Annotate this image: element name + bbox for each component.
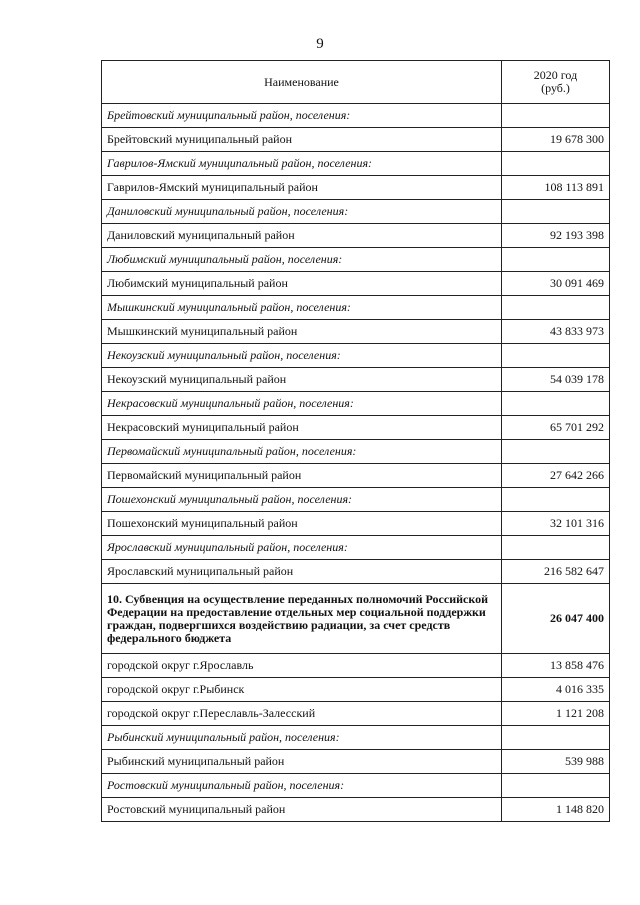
group-heading-row [102, 104, 610, 128]
row-amount-cell [502, 104, 610, 128]
row-amount-cell: 108 113 891 [502, 176, 610, 200]
row-amount-cell [502, 488, 610, 512]
row-amount-cell: 4 016 335 [502, 678, 610, 702]
row-name-cell: городской округ г.Ярославль [102, 654, 502, 678]
table-row [102, 678, 610, 702]
row-name-cell: Ярославский муниципальный район [102, 560, 502, 584]
table-header-row [102, 61, 610, 104]
group-heading-cell: Некоузский муниципальный район, поселения: [102, 344, 502, 368]
group-heading-row [102, 726, 610, 750]
group-heading-cell: Некрасовский муниципальный район, поселения: [102, 392, 502, 416]
section-row [102, 584, 610, 654]
row-name-cell: Пошехонский муниципальный район [102, 512, 502, 536]
table-body [102, 104, 610, 822]
group-heading-cell: Ростовский муниципальный район, поселения: [102, 774, 502, 798]
table-row [102, 320, 610, 344]
row-name-cell: Первомайский муниципальный район [102, 464, 502, 488]
row-name-cell: Некоузский муниципальный район [102, 368, 502, 392]
column-header-name: Наименование [102, 61, 502, 104]
group-heading-cell: Мышкинский муниципальный район, поселения: [102, 296, 502, 320]
table-row [102, 128, 610, 152]
row-amount-cell: 30 091 469 [502, 272, 610, 296]
row-amount-cell [502, 200, 610, 224]
row-name-cell: городской округ г.Рыбинск [102, 678, 502, 702]
group-heading-cell: Первомайский муниципальный район, поселения: [102, 440, 502, 464]
row-name-cell: Любимский муниципальный район [102, 272, 502, 296]
group-heading-row [102, 536, 610, 560]
table-row [102, 654, 610, 678]
row-amount-cell: 65 701 292 [502, 416, 610, 440]
group-heading-row [102, 200, 610, 224]
row-amount-cell: 1 121 208 [502, 702, 610, 726]
row-amount-cell: 216 582 647 [502, 560, 610, 584]
row-amount-cell: 54 039 178 [502, 368, 610, 392]
row-name-cell: Мышкинский муниципальный район [102, 320, 502, 344]
table-row [102, 798, 610, 822]
row-name-cell: Брейтовский муниципальный район [102, 128, 502, 152]
group-heading-row [102, 296, 610, 320]
row-amount-cell: 32 101 316 [502, 512, 610, 536]
group-heading-cell: Гаврилов-Ямский муниципальный район, поселения: [102, 152, 502, 176]
table-row [102, 560, 610, 584]
group-heading-cell: Ярославский муниципальный район, поселения: [102, 536, 502, 560]
page-number: 9 [316, 36, 324, 52]
group-heading-cell: Брейтовский муниципальный район, поселения: [102, 104, 502, 128]
row-name-cell: 10. Субвенция на осуществление переданных полномочий Российской Федерации на предоставление отдельных мер социальной поддержки граждан, подвергшихся воздействию радиации, за счет средств федерального бюджета [102, 584, 502, 654]
row-amount-cell: 26 047 400 [502, 584, 610, 654]
column-header-year: 2020 год [533, 68, 578, 82]
column-header-amount [502, 61, 610, 104]
row-amount-cell [502, 344, 610, 368]
table-row [102, 272, 610, 296]
row-amount-cell [502, 536, 610, 560]
group-heading-cell: Рыбинский муниципальный район, поселения: [102, 726, 502, 750]
group-heading-row [102, 248, 610, 272]
row-name-cell: Даниловский муниципальный район [102, 224, 502, 248]
group-heading-cell: Пошехонский муниципальный район, поселения: [102, 488, 502, 512]
row-name-cell: Ростовский муниципальный район [102, 798, 502, 822]
row-amount-cell [502, 726, 610, 750]
table-row [102, 512, 610, 536]
table-row [102, 368, 610, 392]
row-amount-cell: 27 642 266 [502, 464, 610, 488]
row-amount-cell: 539 988 [502, 750, 610, 774]
row-amount-cell [502, 248, 610, 272]
table-row [102, 224, 610, 248]
row-name-cell: Рыбинский муниципальный район [102, 750, 502, 774]
row-amount-cell: 43 833 973 [502, 320, 610, 344]
group-heading-row [102, 488, 610, 512]
row-amount-cell: 92 193 398 [502, 224, 610, 248]
row-amount-cell [502, 440, 610, 464]
table-row [102, 750, 610, 774]
row-name-cell: городской округ г.Переславль-Залесский [102, 702, 502, 726]
row-amount-cell [502, 392, 610, 416]
row-name-cell: Некрасовский муниципальный район [102, 416, 502, 440]
column-header-unit: (руб.) [541, 81, 570, 95]
row-amount-cell: 1 148 820 [502, 798, 610, 822]
table-row [102, 702, 610, 726]
row-amount-cell [502, 774, 610, 798]
row-name-cell: Гаврилов-Ямский муниципальный район [102, 176, 502, 200]
row-amount-cell [502, 152, 610, 176]
group-heading-cell: Любимский муниципальный район, поселения: [102, 248, 502, 272]
row-amount-cell: 19 678 300 [502, 128, 610, 152]
budget-table [101, 60, 610, 822]
group-heading-cell: Даниловский муниципальный район, поселения: [102, 200, 502, 224]
table-row [102, 464, 610, 488]
group-heading-row [102, 440, 610, 464]
table-row [102, 416, 610, 440]
table-row [102, 176, 610, 200]
group-heading-row [102, 344, 610, 368]
row-amount-cell [502, 296, 610, 320]
row-amount-cell: 13 858 476 [502, 654, 610, 678]
group-heading-row [102, 774, 610, 798]
group-heading-row [102, 392, 610, 416]
group-heading-row [102, 152, 610, 176]
